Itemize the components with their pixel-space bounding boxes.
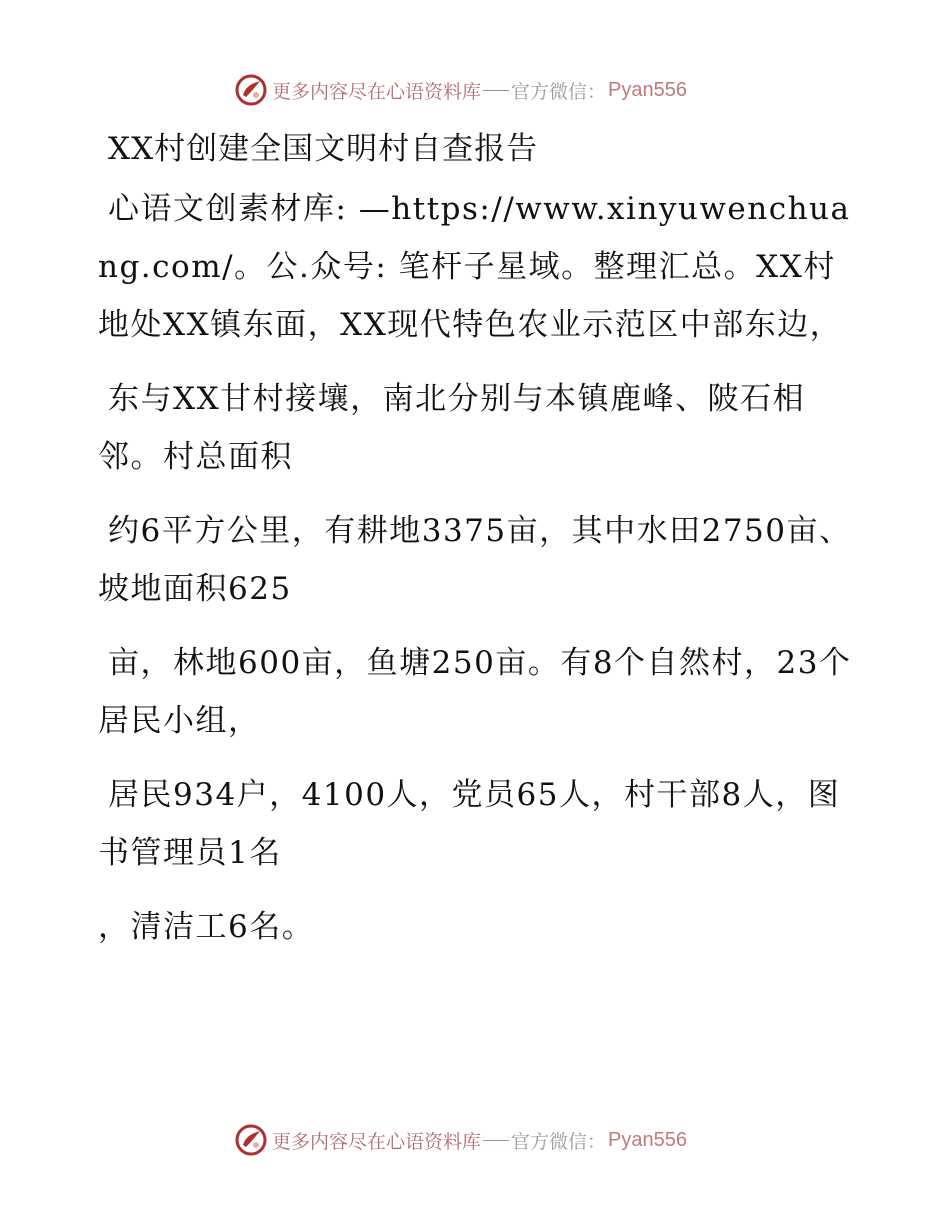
brand-logo-icon (234, 73, 268, 107)
footer-banner (234, 1120, 687, 1160)
paragraph (98, 370, 858, 486)
paragraph (98, 634, 858, 750)
banner-text: 更多内容尽在心语资料库 (272, 80, 482, 103)
paragraph-text: 亩，林地600亩，鱼塘250亩。有8个自然村，23个居民小组， (98, 645, 852, 739)
banner-wechat-id: Pyan556 (608, 1128, 687, 1151)
paragraph-text: 约6平方公里，有耕地3375亩，其中水田2750亩、坡地面积625 (98, 513, 852, 607)
paragraph (98, 502, 858, 618)
paragraph (98, 766, 858, 882)
banner-divider (483, 1140, 509, 1141)
banner-text: 更多内容尽在心语资料库 (272, 1130, 482, 1153)
paragraph-text: 东与XX甘村接壤，南北分别与本镇鹿峰、陂石相邻。村总面积 (98, 381, 806, 475)
paragraph-text: ，清洁工6名。 (98, 909, 315, 945)
banner-wechat-id: Pyan556 (608, 78, 687, 101)
header-banner (234, 70, 687, 110)
document-title: XX村创建全国文明村自查报告 (108, 131, 539, 167)
paragraph-text: 心语文创素材库: —https://www.xinyuwenchuang.com/。公.众号: 笔杆子星域。整理汇总。XX村地处XX镇东面，XX现代特色农业示范区中部东边， (98, 191, 851, 343)
document-body (98, 122, 858, 972)
brand-logo-icon (234, 1123, 268, 1157)
banner-official-label: 官方微信： (511, 1130, 607, 1153)
paragraph-text: 居民934户，4100人，党员65人，村干部8人，图书管理员1名 (98, 777, 841, 871)
paragraph (98, 898, 858, 956)
paragraph (98, 180, 858, 354)
banner-divider (483, 90, 509, 91)
banner-official-label: 官方微信： (511, 80, 607, 103)
